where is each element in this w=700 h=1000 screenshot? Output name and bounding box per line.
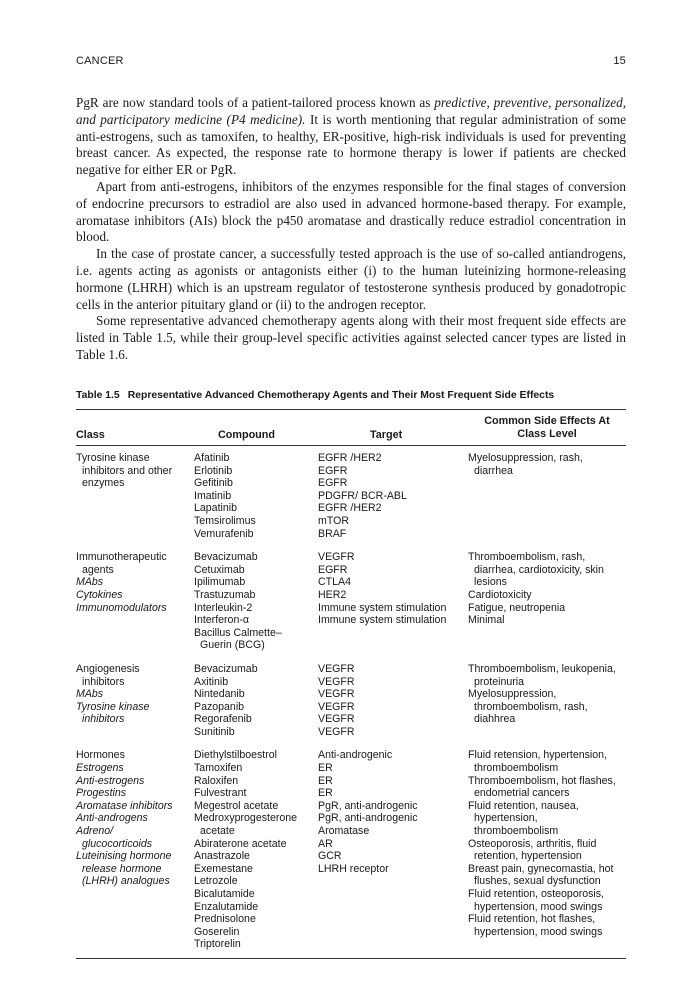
cell-line: Axitinib <box>194 675 229 688</box>
cell-line: Hormones <box>76 749 125 762</box>
paragraph-1 <box>76 95 626 179</box>
cell-line: Temsirolimus <box>194 514 256 527</box>
cell-line: Trastuzumab <box>194 588 256 601</box>
cell-line: Immune system stimulation <box>318 601 447 614</box>
paragraph-1-emphasis: predictive, preventive, personalized, and participatory medicine (P4 medicine). <box>76 95 626 127</box>
cell-line: Abiraterone acetate <box>194 837 287 850</box>
cell-compound <box>194 663 318 739</box>
cell-line: Fluid retention, nausea, <box>468 799 579 812</box>
paragraph-4: Some representative advanced chemotherapy agents along with their most frequent side effects are listed in Table 1.5, while their group-level specific activities against selected cancer types are listed in Table 1.6. <box>76 313 626 362</box>
table-1-5 <box>76 390 626 959</box>
cell-compound <box>194 551 318 652</box>
cell-line: Exemestane <box>194 862 253 875</box>
cell-line: MAbs <box>76 576 104 589</box>
cell-line: ER <box>318 762 333 775</box>
cell-line: release hormone <box>82 862 162 875</box>
cell-line: flushes, sexual dysfunction <box>474 875 601 888</box>
cell-line: Thromboembolism, hot flashes, <box>468 774 616 787</box>
table-row <box>76 663 626 739</box>
running-title: CANCER <box>76 55 124 67</box>
cell-line: Minimal <box>468 614 505 627</box>
cell-line: Myelosuppression, rash, <box>468 452 583 464</box>
cell-line: GCR <box>318 850 342 863</box>
cell-line: ER <box>318 774 333 787</box>
cell-line: Goserelin <box>194 925 240 938</box>
body-text <box>76 95 626 364</box>
cell-line: MAbs <box>76 688 104 701</box>
paragraph-1-start: PgR are now standard tools of a patient-tailored process known as <box>76 95 435 110</box>
cell-line: Fluid retention, osteoporosis, <box>468 888 605 900</box>
cell-line: Interferon-α <box>194 614 249 627</box>
cell-line: EGFR <box>318 464 348 477</box>
cell-line: Angiogenesis <box>76 662 140 675</box>
cell-side <box>468 551 626 652</box>
cell-line: EGFR /HER2 <box>318 502 382 515</box>
header-side-effects-line-1: Common Side Effects At <box>484 415 610 427</box>
cell-line: VEGFR <box>318 725 355 738</box>
paragraph-1-end: It is worth mentioning that regular administration of some anti-estrogens, such as tamoxifen, to healthy, ER-positive, high-risk individuals is used for preventing breast cancer. As expected, the response rate to hormone therapy is lower if patients are checked negative for either ER or PgR. <box>76 111 626 178</box>
cell-line: Anti-androgens <box>76 812 148 825</box>
cell-side <box>468 452 626 540</box>
cell-line: Fluid retention, hot flashes, <box>468 913 596 926</box>
cell-line: Imatinib <box>194 489 232 502</box>
cell-line: Cetuximab <box>194 563 245 576</box>
cell-line: retention, hypertension <box>474 850 582 863</box>
cell-line: Luteinising hormone <box>76 850 172 863</box>
table-caption <box>76 390 626 401</box>
cell-line: VEGFR <box>318 675 355 688</box>
cell-class <box>76 452 194 540</box>
cell-line: Enzalutamide <box>194 900 259 913</box>
cell-line: Myelosuppression, <box>468 688 557 701</box>
cell-class <box>76 749 194 951</box>
cell-line: hypertension, <box>474 812 538 825</box>
cell-line: Tyrosine kinase <box>76 700 150 713</box>
cell-line: Breast pain, gynecomastia, hot <box>468 862 614 875</box>
cell-line: Progestins <box>76 787 127 800</box>
cell-line: proteinuria <box>474 675 525 688</box>
cell-target <box>318 452 468 540</box>
cell-line: Adreno/ <box>76 825 114 838</box>
cell-line: Afatinib <box>194 452 230 464</box>
cell-line: Aromatase <box>318 825 370 838</box>
cell-line: PDGFR/ BCR-ABL <box>318 489 407 502</box>
cell-target <box>318 663 468 739</box>
header-compound: Compound <box>218 429 275 441</box>
cell-line: Cytokines <box>76 588 123 601</box>
cell-line: EGFR <box>318 477 348 490</box>
cell-line: Erlotinib <box>194 464 233 477</box>
header-side-effects-line-2: Class Level <box>517 428 577 440</box>
cell-class <box>76 663 194 739</box>
cell-line: enzymes <box>82 477 125 490</box>
cell-line: Triptorelin <box>194 938 241 951</box>
cell-line: Tamoxifen <box>194 762 243 775</box>
cell-compound <box>194 749 318 951</box>
cell-line: AR <box>318 837 333 850</box>
cell-line: inhibitors <box>82 675 125 688</box>
cell-line: Estrogens <box>76 762 124 775</box>
cell-line: thromboembolism <box>474 825 559 838</box>
table-caption-text: Representative Advanced Chemotherapy Agents and Their Most Frequent Side Effects <box>127 390 555 401</box>
cell-line: Medroxyprogesterone <box>194 812 298 825</box>
cell-line: lesions <box>474 576 507 589</box>
cell-line: Sunitinib <box>194 725 235 738</box>
cell-line: ER <box>318 787 333 800</box>
cell-line: glucocorticoids <box>82 837 153 850</box>
cell-line: Letrozole <box>194 875 238 888</box>
cell-line: PgR, anti-androgenic <box>318 799 418 812</box>
cell-line: VEGFR <box>318 551 355 564</box>
cell-line: EGFR <box>318 563 348 576</box>
cell-line: Immune system stimulation <box>318 614 447 627</box>
cell-line: VEGFR <box>318 662 355 675</box>
cell-line: Megestrol acetate <box>194 799 279 812</box>
cell-line: EGFR /HER2 <box>318 452 382 464</box>
cell-line: Aromatase inhibitors <box>76 799 173 812</box>
cell-line: hypertension, mood swings <box>474 925 603 938</box>
header-side-effects <box>468 415 626 441</box>
cell-line: Anti-androgenic <box>318 749 393 762</box>
cell-line: Prednisolone <box>194 913 256 926</box>
cell-compound <box>194 452 318 540</box>
cell-line: Regorafenib <box>194 713 252 726</box>
cell-side <box>468 663 626 739</box>
cell-target <box>318 551 468 652</box>
table-body <box>76 446 626 951</box>
cell-line: Interleukin-2 <box>194 601 253 614</box>
table-caption-number: Table 1.5 <box>76 390 120 401</box>
cell-line: inhibitors <box>82 713 125 726</box>
cell-line: agents <box>82 563 114 576</box>
cell-line: Bicalutamide <box>194 888 255 900</box>
cell-line: diarrhea <box>474 464 513 477</box>
cell-line: Gefitinib <box>194 477 233 490</box>
cell-line: VEGFR <box>318 700 355 713</box>
cell-line: CTLA4 <box>318 576 351 589</box>
cell-class <box>76 551 194 652</box>
cell-line: mTOR <box>318 514 349 527</box>
cell-target <box>318 749 468 951</box>
cell-line: Cardiotoxicity <box>468 588 532 601</box>
table-bottom-rule <box>76 958 626 959</box>
cell-line: Vemurafenib <box>194 527 254 540</box>
cell-line: Thromboembolism, rash, <box>468 551 586 564</box>
cell-line: (LHRH) analogues <box>82 875 170 888</box>
cell-line: Tyrosine kinase <box>76 452 150 464</box>
cell-line: Fluid retension, hypertension, <box>468 749 607 762</box>
cell-line: diahhrea <box>474 713 516 726</box>
cell-line: Guerin (BCG) <box>200 639 265 652</box>
cell-line: Immunotherapeutic <box>76 551 167 564</box>
cell-line: Fatigue, neutropenia <box>468 601 566 614</box>
cell-line: Diethylstilboestrol <box>194 749 278 762</box>
cell-line: acetate <box>200 825 235 838</box>
cell-line: endometrial cancers <box>474 787 570 800</box>
header-class: Class <box>76 429 105 441</box>
cell-line: inhibitors and other <box>82 464 173 477</box>
cell-line: BRAF <box>318 527 347 540</box>
cell-line: LHRH receptor <box>318 862 389 875</box>
cell-line: Lapatinib <box>194 502 238 515</box>
table-row <box>76 551 626 652</box>
cell-line: Ipilimumab <box>194 576 246 589</box>
cell-line: PgR, anti-androgenic <box>318 812 418 825</box>
cell-line: Bacillus Calmette– <box>194 626 282 639</box>
cell-line: HER2 <box>318 588 347 601</box>
table-row <box>76 452 626 540</box>
cell-line: Raloxifen <box>194 774 239 787</box>
cell-line: Bevacizumab <box>194 662 258 675</box>
cell-line: Fulvestrant <box>194 787 247 800</box>
cell-side <box>468 749 626 951</box>
cell-line: Nintedanib <box>194 688 245 701</box>
cell-line: Immunomodulators <box>76 601 167 614</box>
cell-line: hypertension, mood swings <box>474 900 603 913</box>
cell-line: thromboembolism <box>474 762 559 775</box>
cell-line: Anastrazole <box>194 850 250 863</box>
page-number: 15 <box>613 55 626 67</box>
cell-line: Thromboembolism, leukopenia, <box>468 662 616 675</box>
paragraph-3: In the case of prostate cancer, a successfully tested approach is the use of so-called antiandrogens, i.e. agents acting as agonists or antagonists either (i) to the human luteinizing hormone-releasing hormone (LHRH) which is an upstream regulator of testosterone synthesis produced by gonadotropic cells in the anterior pituitary gland or (ii) to the androgen receptor. <box>76 246 626 312</box>
cell-line: VEGFR <box>318 713 355 726</box>
table-row <box>76 749 626 951</box>
paragraph-2: Apart from anti-estrogens, inhibitors of the enzymes responsible for the final stages of conversion of endocrine precursors to estradiol are also used in advanced hormone-based therapy. For example, aromatase inhibitors (AIs) block the p450 aromatase and drastically reduce estradiol concentration in blood. <box>76 178 626 245</box>
cell-line: VEGFR <box>318 688 355 701</box>
cell-line: thromboembolism, rash, <box>474 700 588 713</box>
cell-line: Osteoporosis, arthritis, fluid <box>468 837 597 850</box>
header-target: Target <box>370 429 403 441</box>
cell-line: Bevacizumab <box>194 551 258 564</box>
table-header-row <box>76 410 626 445</box>
cell-line: Pazopanib <box>194 700 245 713</box>
cell-line: diarrhea, cardiotoxicity, skin <box>474 563 604 576</box>
cell-line: Anti-estrogens <box>76 774 145 787</box>
